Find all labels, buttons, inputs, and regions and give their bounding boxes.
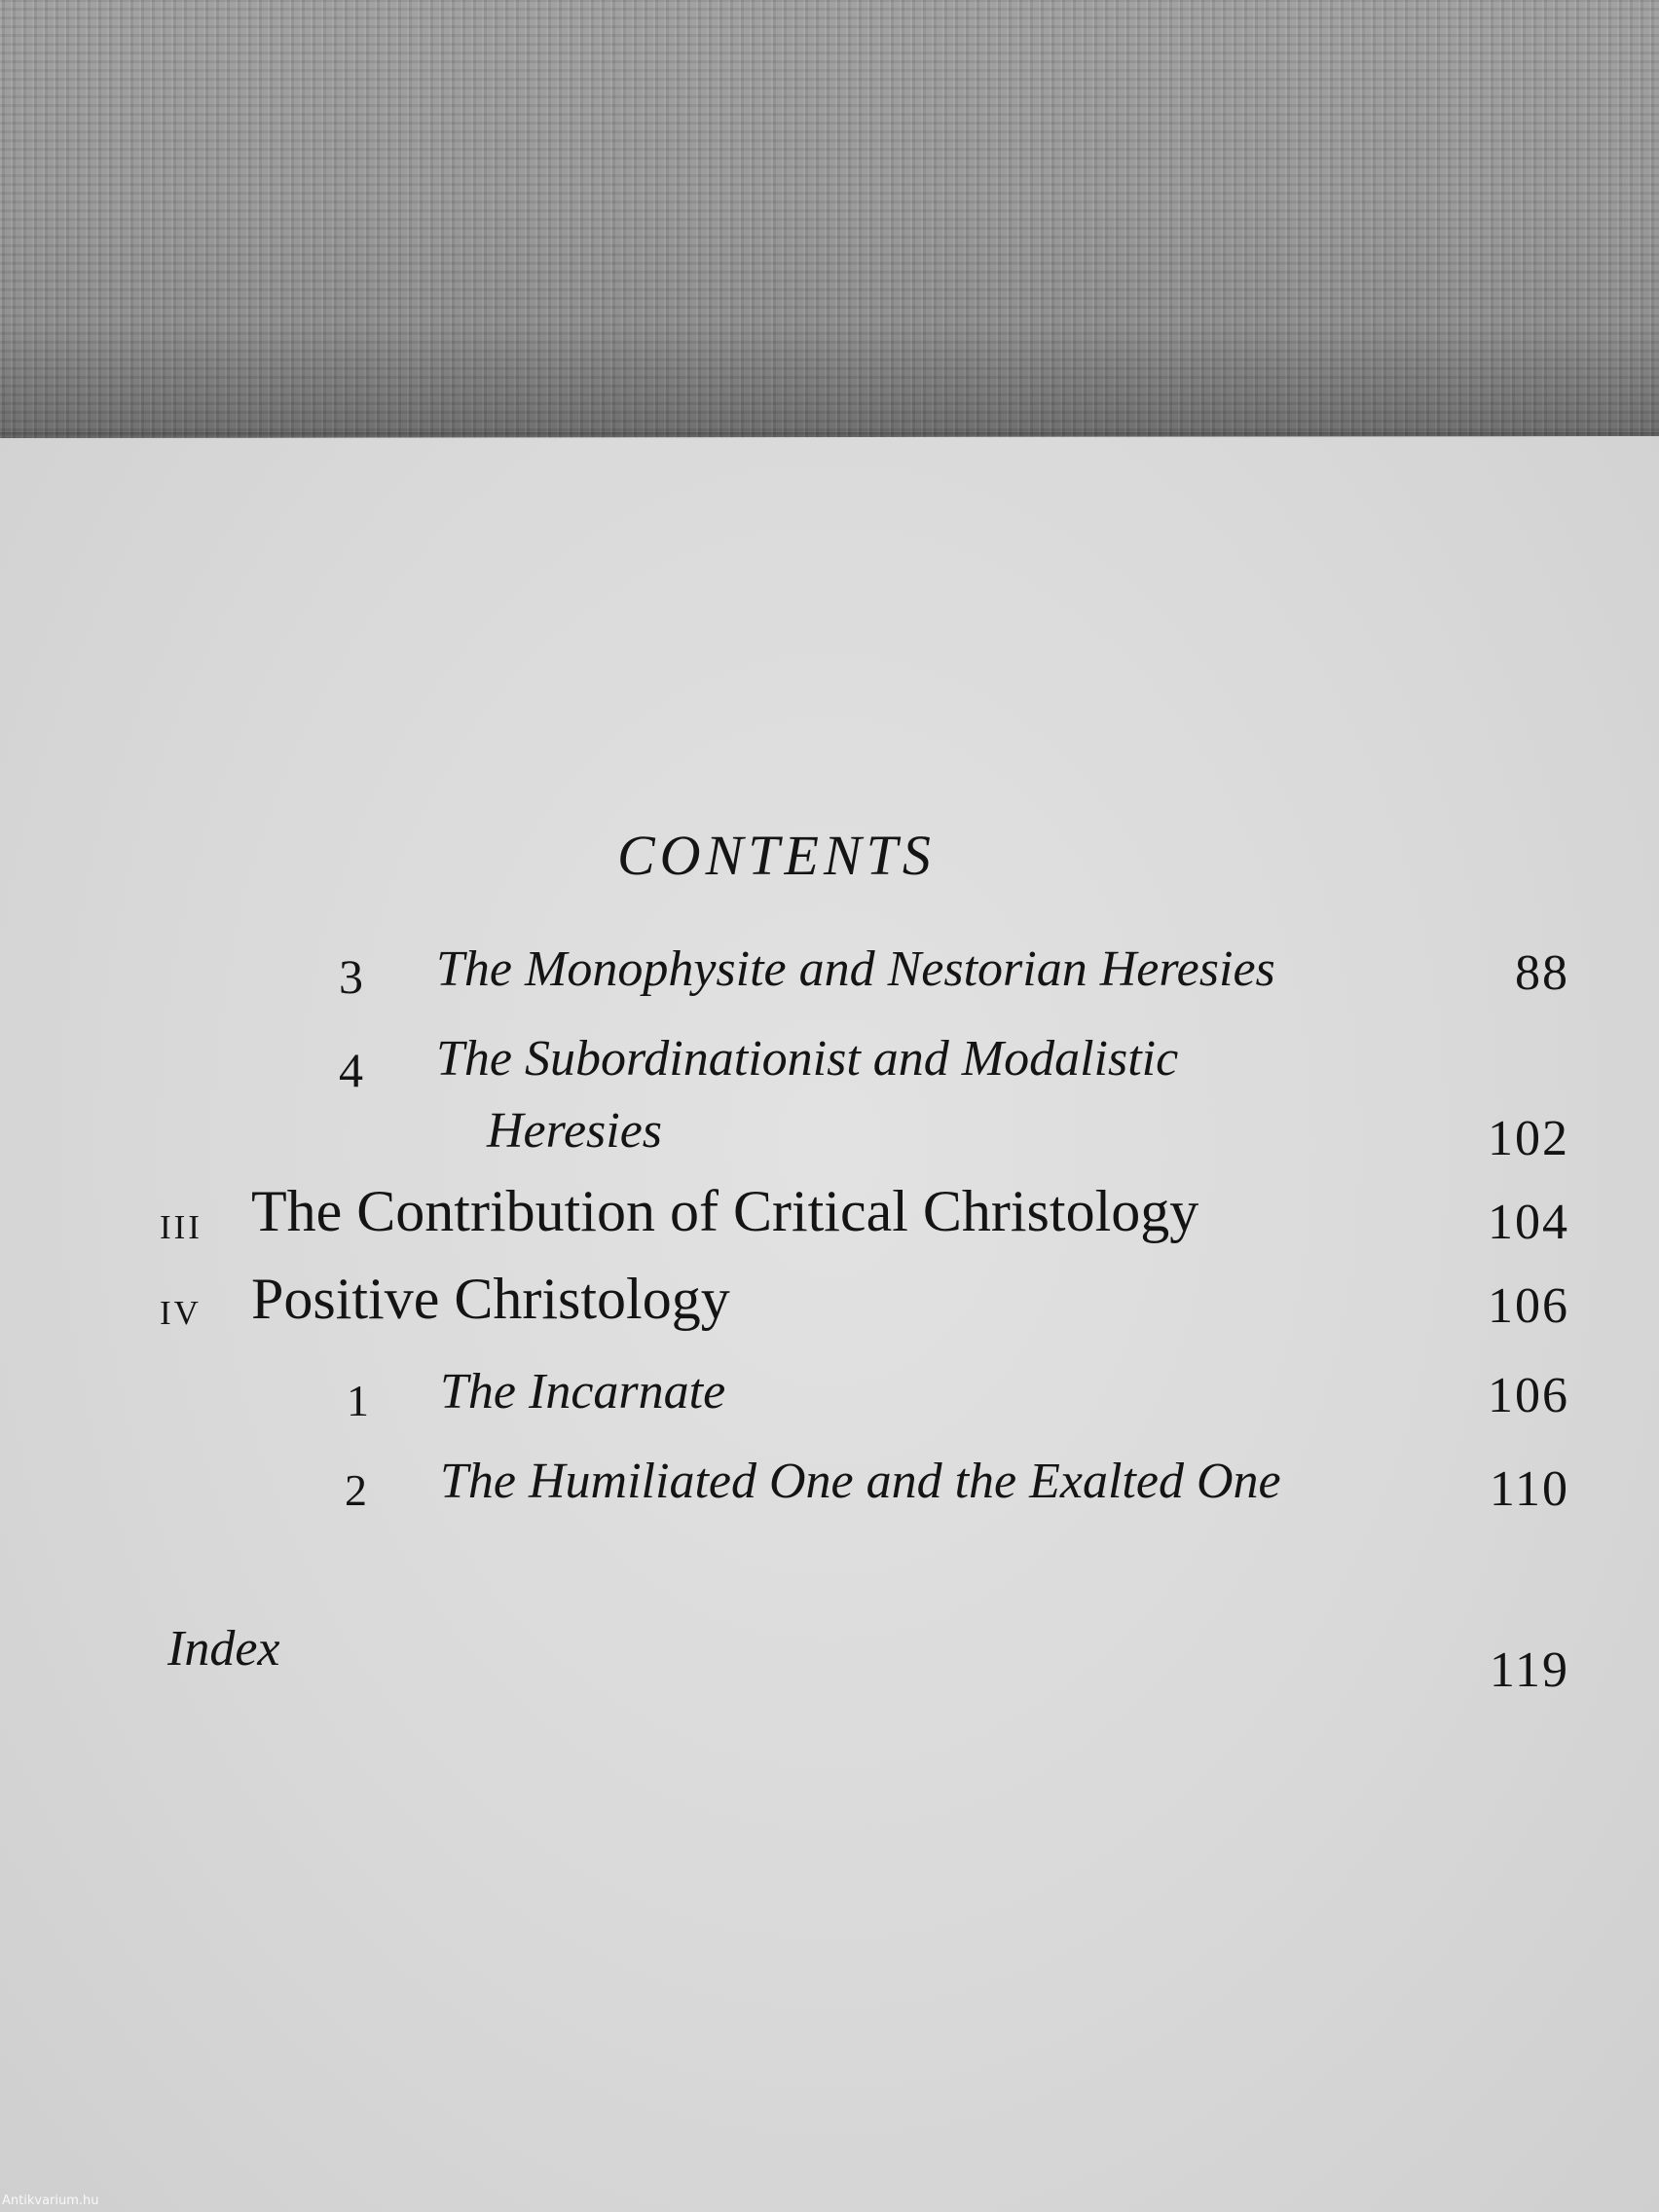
- entry-title-continued: Heresies: [487, 1103, 663, 1159]
- entry-page-number: 110: [1489, 1461, 1569, 1517]
- entry-title: The Incarnate: [440, 1364, 726, 1419]
- entry-number: iii: [160, 1195, 203, 1249]
- contents-heading: CONTENTS: [617, 824, 936, 887]
- entry-page-number: 106: [1488, 1368, 1569, 1423]
- index-label: Index: [167, 1621, 280, 1677]
- entry-page-number: 102: [1488, 1111, 1569, 1166]
- entry-title: Positive Christology: [251, 1267, 730, 1331]
- entry-title: The Humiliated One and the Exalted One: [440, 1454, 1281, 1509]
- watermark: Antikvarium.hu: [2, 2194, 99, 2208]
- index-page-number: 119: [1489, 1642, 1569, 1698]
- entry-page-number: 88: [1515, 945, 1569, 1001]
- entry-number: 4: [339, 1043, 363, 1097]
- entry-title: The Subordinationist and Modalistic: [436, 1031, 1179, 1087]
- entry-title: The Contribution of Critical Christology: [251, 1179, 1199, 1243]
- entry-number: 1: [347, 1376, 369, 1425]
- entry-number: iv: [160, 1280, 202, 1335]
- entry-page-number: 104: [1488, 1195, 1569, 1250]
- entry-number: 2: [345, 1465, 367, 1515]
- entry-number: 3: [339, 949, 363, 1004]
- entry-page-number: 106: [1488, 1278, 1569, 1334]
- book-page: [0, 436, 1659, 2212]
- entry-title: The Monophysite and Nestorian Heresies: [436, 941, 1275, 997]
- background-shadow: [0, 321, 1659, 438]
